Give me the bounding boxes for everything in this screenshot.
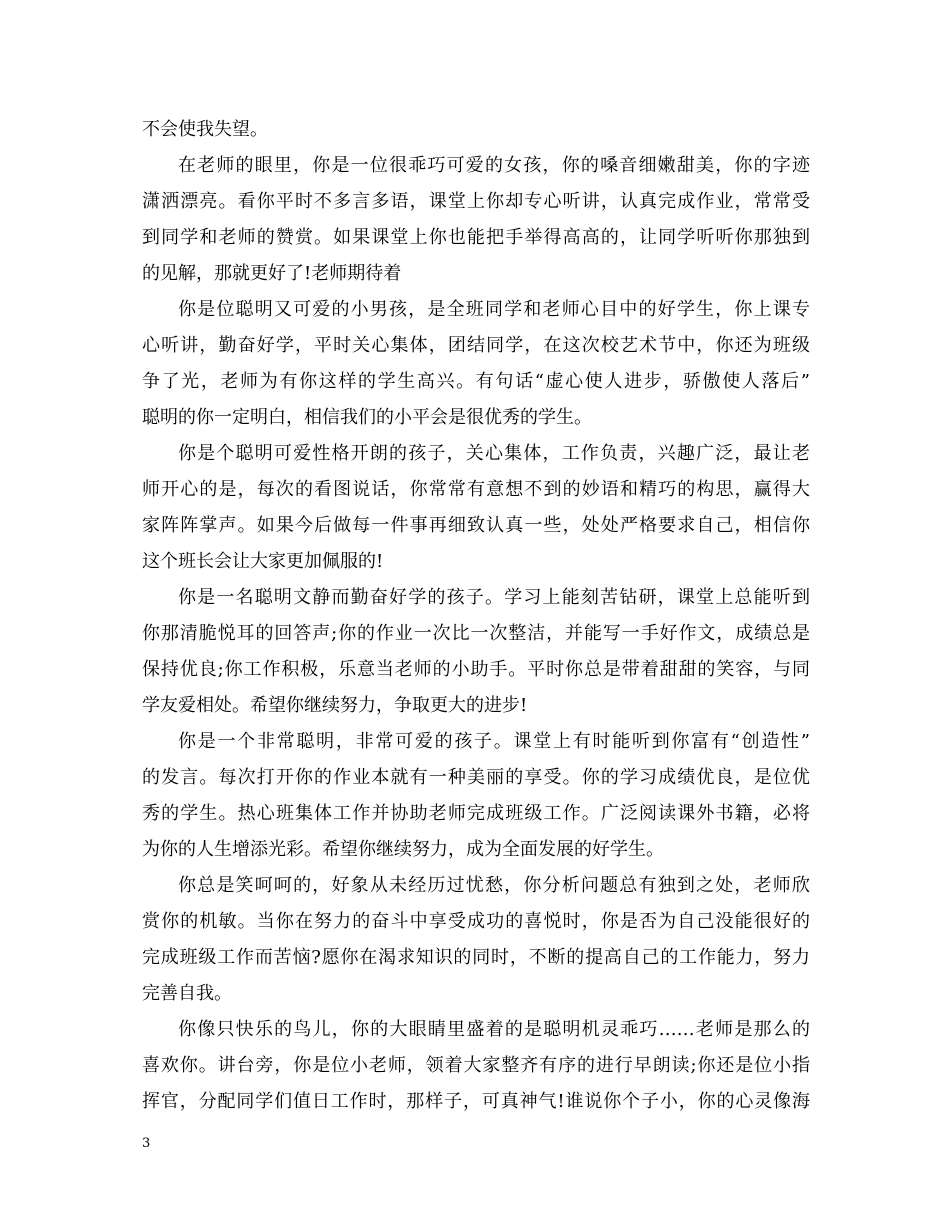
text-line: 心听讲，勤奋好学，平时关心集体，团结同学，在这次校艺术节中，你还为班级	[142, 335, 810, 356]
text-line: 保持优良;你工作积极，乐意当老师的小助手。平时你总是带着甜甜的笑容，与同	[142, 659, 810, 680]
text-line: 到同学和老师的赞赏。如果课堂上你也能把手举得高高的，让同学听听你那独到	[142, 227, 810, 248]
text-line: 完善自我。	[142, 983, 232, 1004]
text-line: 聪明的你一定明白，相信我们的小平会是很优秀的学生。	[142, 407, 592, 428]
document-body	[142, 112, 810, 1120]
text-line: 为你的人生增添光彩。希望你继续努力，成为全面发展的好学生。	[142, 839, 664, 860]
text-line: 喜欢你。讲台旁，你是位小老师，领着大家整齐有序的进行早朗读;你还是位小指	[142, 1055, 810, 1076]
text-line: 你那清脆悦耳的回答声;你的作业一次比一次整洁，并能写一手好作文，成绩总是	[142, 623, 810, 644]
text-line: 你是一名聪明文静而勤奋好学的孩子。学习上能刻苦钻研，课堂上总能听到	[178, 587, 810, 608]
text-line: 赏你的机敏。当你在努力的奋斗中享受成功的喜悦时，你是否为自己没能很好的	[142, 911, 810, 932]
text-line: 潇洒漂亮。看你平时不多言多语，课堂上你却专心听讲，认真完成作业，常常受	[142, 191, 810, 212]
text-line: 的见解，那就更好了!老师期待着	[142, 263, 402, 284]
text-line: 这个班长会让大家更加佩服的!	[142, 551, 384, 572]
text-line: 挥官，分配同学们值日工作时，那样子，可真神气!谁说你个子小，你的心灵像海	[142, 1091, 810, 1112]
page-number: 3	[142, 1136, 151, 1151]
text-line: 不会使我失望。	[142, 119, 268, 140]
text-line: 你是位聪明又可爱的小男孩，是全班同学和老师心目中的好学生，你上课专	[178, 299, 810, 320]
text-line: 家阵阵掌声。如果今后做每一件事再细致认真一些，处处严格要求自己，相信你	[142, 515, 810, 536]
text-line: 完成班级工作而苦恼?愿你在渴求知识的同时，不断的提高自己的工作能力，努力	[142, 947, 810, 968]
text-line: 你像只快乐的鸟儿，你的大眼睛里盛着的是聪明机灵乖巧……老师是那么的	[178, 1019, 810, 1040]
text-line: 你是个聪明可爱性格开朗的孩子，关心集体，工作负责，兴趣广泛，最让老	[178, 443, 810, 464]
text-line: 在老师的眼里，你是一位很乖巧可爱的女孩，你的嗓音细嫩甜美，你的字迹	[178, 155, 810, 176]
text-line: 秀的学生。热心班集体工作并协助老师完成班级工作。广泛阅读课外书籍，必将	[142, 803, 810, 824]
text-line: 的发言。每次打开你的作业本就有一种美丽的享受。你的学习成绩优良，是位优	[142, 767, 810, 788]
text-line: 争了光，老师为有你这样的学生高兴。有句话“虚心使人进步，骄傲使人落后”	[142, 371, 810, 392]
text-line: 你是一个非常聪明，非常可爱的孩子。课堂上有时能听到你富有“创造性”	[178, 731, 810, 752]
text-line: 你总是笑呵呵的，好象从未经历过忧愁，你分析问题总有独到之处，老师欣	[178, 875, 810, 896]
text-line: 学友爱相处。希望你继续努力，争取更大的进步!	[142, 695, 528, 716]
text-line: 师开心的是，每次的看图说话，你常常有意想不到的妙语和精巧的构思，赢得大	[142, 479, 810, 500]
